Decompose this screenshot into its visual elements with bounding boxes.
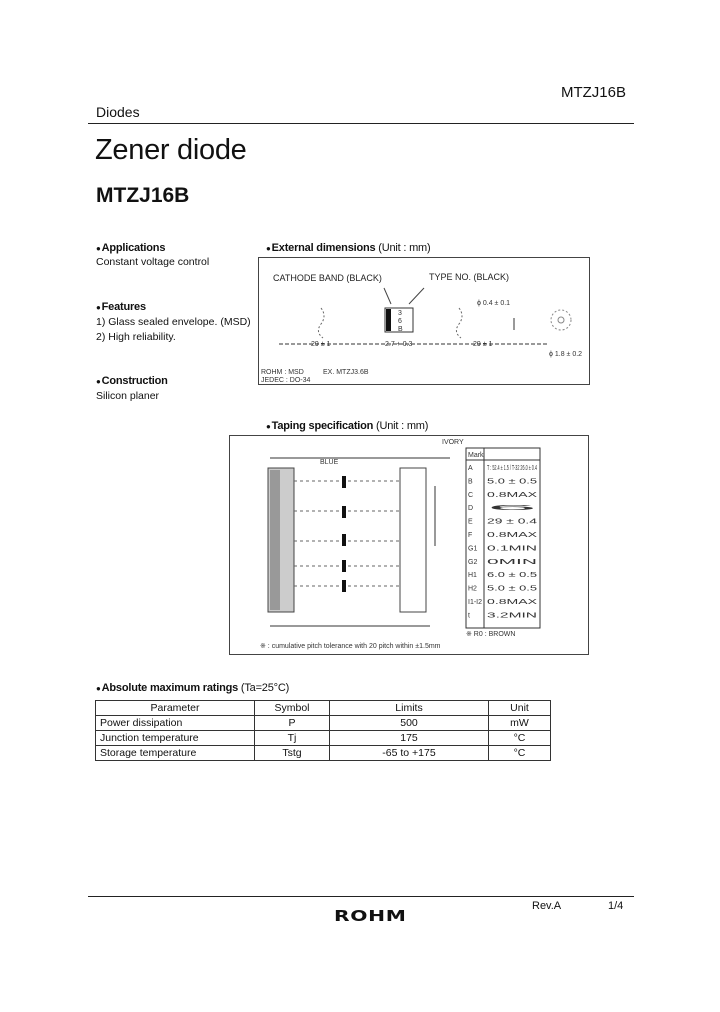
- page-number: 1/4: [608, 900, 624, 912]
- header-part-number: MTZJ16B: [560, 84, 626, 101]
- external-dimensions-box: [258, 257, 590, 385]
- features-heading: ●Features: [96, 301, 146, 313]
- cell-parameter: Junction temperature: [96, 731, 255, 746]
- bullet-icon: ●: [96, 244, 101, 253]
- ratings-table: [95, 700, 551, 761]
- lead-diameter-label: ϕ 0.4 ± 0.1: [477, 300, 511, 307]
- construction-text: Silicon planer: [96, 390, 160, 402]
- value-cell: 6.0 ± 0.5: [487, 572, 538, 580]
- mark-table-note: ※ R0 : BROWN: [466, 631, 516, 638]
- page-title: Zener diode: [95, 134, 247, 166]
- bullet-icon: ●: [96, 303, 101, 312]
- mark-cell: G1: [468, 545, 478, 553]
- part-number-heading: MTZJ16B: [96, 184, 190, 207]
- mark-cell: F: [468, 532, 473, 539]
- taped-diode: [294, 476, 400, 488]
- applications-heading: ●Applications: [96, 242, 166, 254]
- mark-cell: D: [468, 505, 474, 513]
- taped-diode: [294, 580, 400, 592]
- end-view-circle: [551, 310, 571, 330]
- external-dimensions-heading: ●External dimensions (Unit : mm): [266, 242, 431, 254]
- col-unit: Unit: [489, 701, 551, 716]
- features-item: 1) Glass sealed envelope. (MSD): [96, 316, 251, 328]
- bullet-icon: ●: [266, 244, 271, 253]
- table-row: [96, 716, 551, 731]
- revision-label: Rev.A: [532, 900, 562, 912]
- ivory-label: IVORY: [442, 439, 464, 446]
- taped-diode: [294, 534, 400, 546]
- taped-diode: [294, 560, 400, 572]
- value-cell: 6: [487, 505, 539, 513]
- mark-cell: B: [468, 478, 473, 486]
- col-limits: Limits: [330, 701, 489, 716]
- lead-right: [456, 308, 462, 338]
- cell-symbol: Tstg: [255, 746, 330, 761]
- cell-parameter: Storage temperature: [96, 746, 255, 761]
- blue-label: BLUE: [320, 459, 339, 466]
- construction-heading: ●Construction: [96, 375, 168, 387]
- value-cell: 0.8MAX: [487, 491, 538, 499]
- cell-limits: 500: [330, 716, 489, 731]
- value-cell: 5.0 ± 0.5: [487, 478, 538, 486]
- cell-limits: -65 to +175: [330, 746, 489, 761]
- cathode-band-label: CATHODE BAND (BLACK): [273, 273, 382, 283]
- ratings-header-row: [96, 701, 551, 716]
- rohm-package-label: ROHM : MSD: [261, 369, 304, 376]
- footer-rule: [88, 896, 634, 897]
- body-diameter-label: ϕ 1.8 ± 0.2: [549, 351, 583, 358]
- taping-heading: ●Taping specification (Unit : mm): [266, 420, 429, 432]
- dim-body-label: 2.7 + 0.3: [385, 341, 413, 348]
- jedec-label: JEDEC : DO-34: [261, 377, 311, 384]
- mark-cell: C: [468, 491, 474, 499]
- table-row: [96, 746, 551, 761]
- type-label: TYPE NO. (BLACK): [429, 272, 510, 282]
- marking-text: 6: [398, 318, 402, 325]
- tape-strip-right: [400, 468, 426, 612]
- bullet-icon: ●: [266, 422, 271, 431]
- cell-symbol: P: [255, 716, 330, 731]
- value-cell: T : 52.4 ± 1.5 / T-32 26.0 ± 0.4: [487, 465, 538, 472]
- cell-parameter: Power dissipation: [96, 716, 255, 731]
- cell-unit: °C: [489, 746, 551, 761]
- leader-line: [384, 288, 391, 304]
- applications-text: Constant voltage control: [96, 256, 210, 268]
- tape-hatch: [270, 470, 280, 610]
- header-rule: [88, 123, 634, 124]
- header-category: Diodes: [96, 104, 140, 120]
- cathode-band: [386, 309, 391, 331]
- dim-left-label: 29 ± 1: [311, 341, 331, 348]
- value-cell: 0MIN: [487, 558, 537, 566]
- taping-footnote: ※ : cumulative pitch tolerance with 20 pitch within ±1.5mm: [260, 643, 441, 650]
- mark-cell: G2: [468, 558, 478, 566]
- mark-cell: E: [468, 518, 473, 526]
- leader-line: [409, 288, 424, 304]
- col-parameter: Parameter: [96, 701, 255, 716]
- lead-left: [318, 308, 324, 338]
- external-dimensions-drawing: [259, 258, 589, 384]
- value-cell: 0.1MIN: [487, 545, 537, 553]
- cell-unit: °C: [489, 731, 551, 746]
- mark-cell: I1-I2: [468, 599, 483, 606]
- table-row: [96, 731, 551, 746]
- taping-drawing: [230, 436, 588, 654]
- value-cell: 29 ± 0.4: [487, 518, 538, 526]
- marking-text: 3: [398, 310, 402, 317]
- mark-table-header: Mark: [468, 452, 484, 459]
- end-view-lead: [558, 317, 564, 323]
- value-cell: 3.2MIN: [487, 612, 537, 620]
- value-cell: 5.0 ± 0.5: [487, 585, 538, 593]
- features-item: 2) High reliability.: [96, 331, 176, 343]
- bullet-icon: ●: [96, 377, 101, 386]
- cell-unit: mW: [489, 716, 551, 731]
- value-cell: 0.8MAX: [487, 599, 538, 606]
- cell-limits: 175: [330, 731, 489, 746]
- cell-symbol: Tj: [255, 731, 330, 746]
- mark-cell: t: [468, 612, 470, 620]
- example-label: EX. MTZJ3.6B: [323, 369, 369, 376]
- ratings-heading: ●Absolute maximum ratings (Ta=25°C): [96, 682, 290, 694]
- taping-box: [229, 435, 589, 655]
- mark-table-rows: [468, 465, 538, 619]
- marking-text: B: [398, 326, 403, 333]
- bullet-icon: ●: [96, 684, 101, 693]
- value-cell: 0.8MAX: [487, 532, 538, 539]
- rohm-logo: ROHM: [334, 907, 407, 925]
- dim-right-label: 29 ± 1: [473, 341, 493, 348]
- col-symbol: Symbol: [255, 701, 330, 716]
- mark-cell: H2: [468, 585, 477, 593]
- taped-diode: [294, 506, 400, 518]
- mark-cell: H1: [468, 572, 477, 580]
- mark-cell: A: [468, 465, 473, 472]
